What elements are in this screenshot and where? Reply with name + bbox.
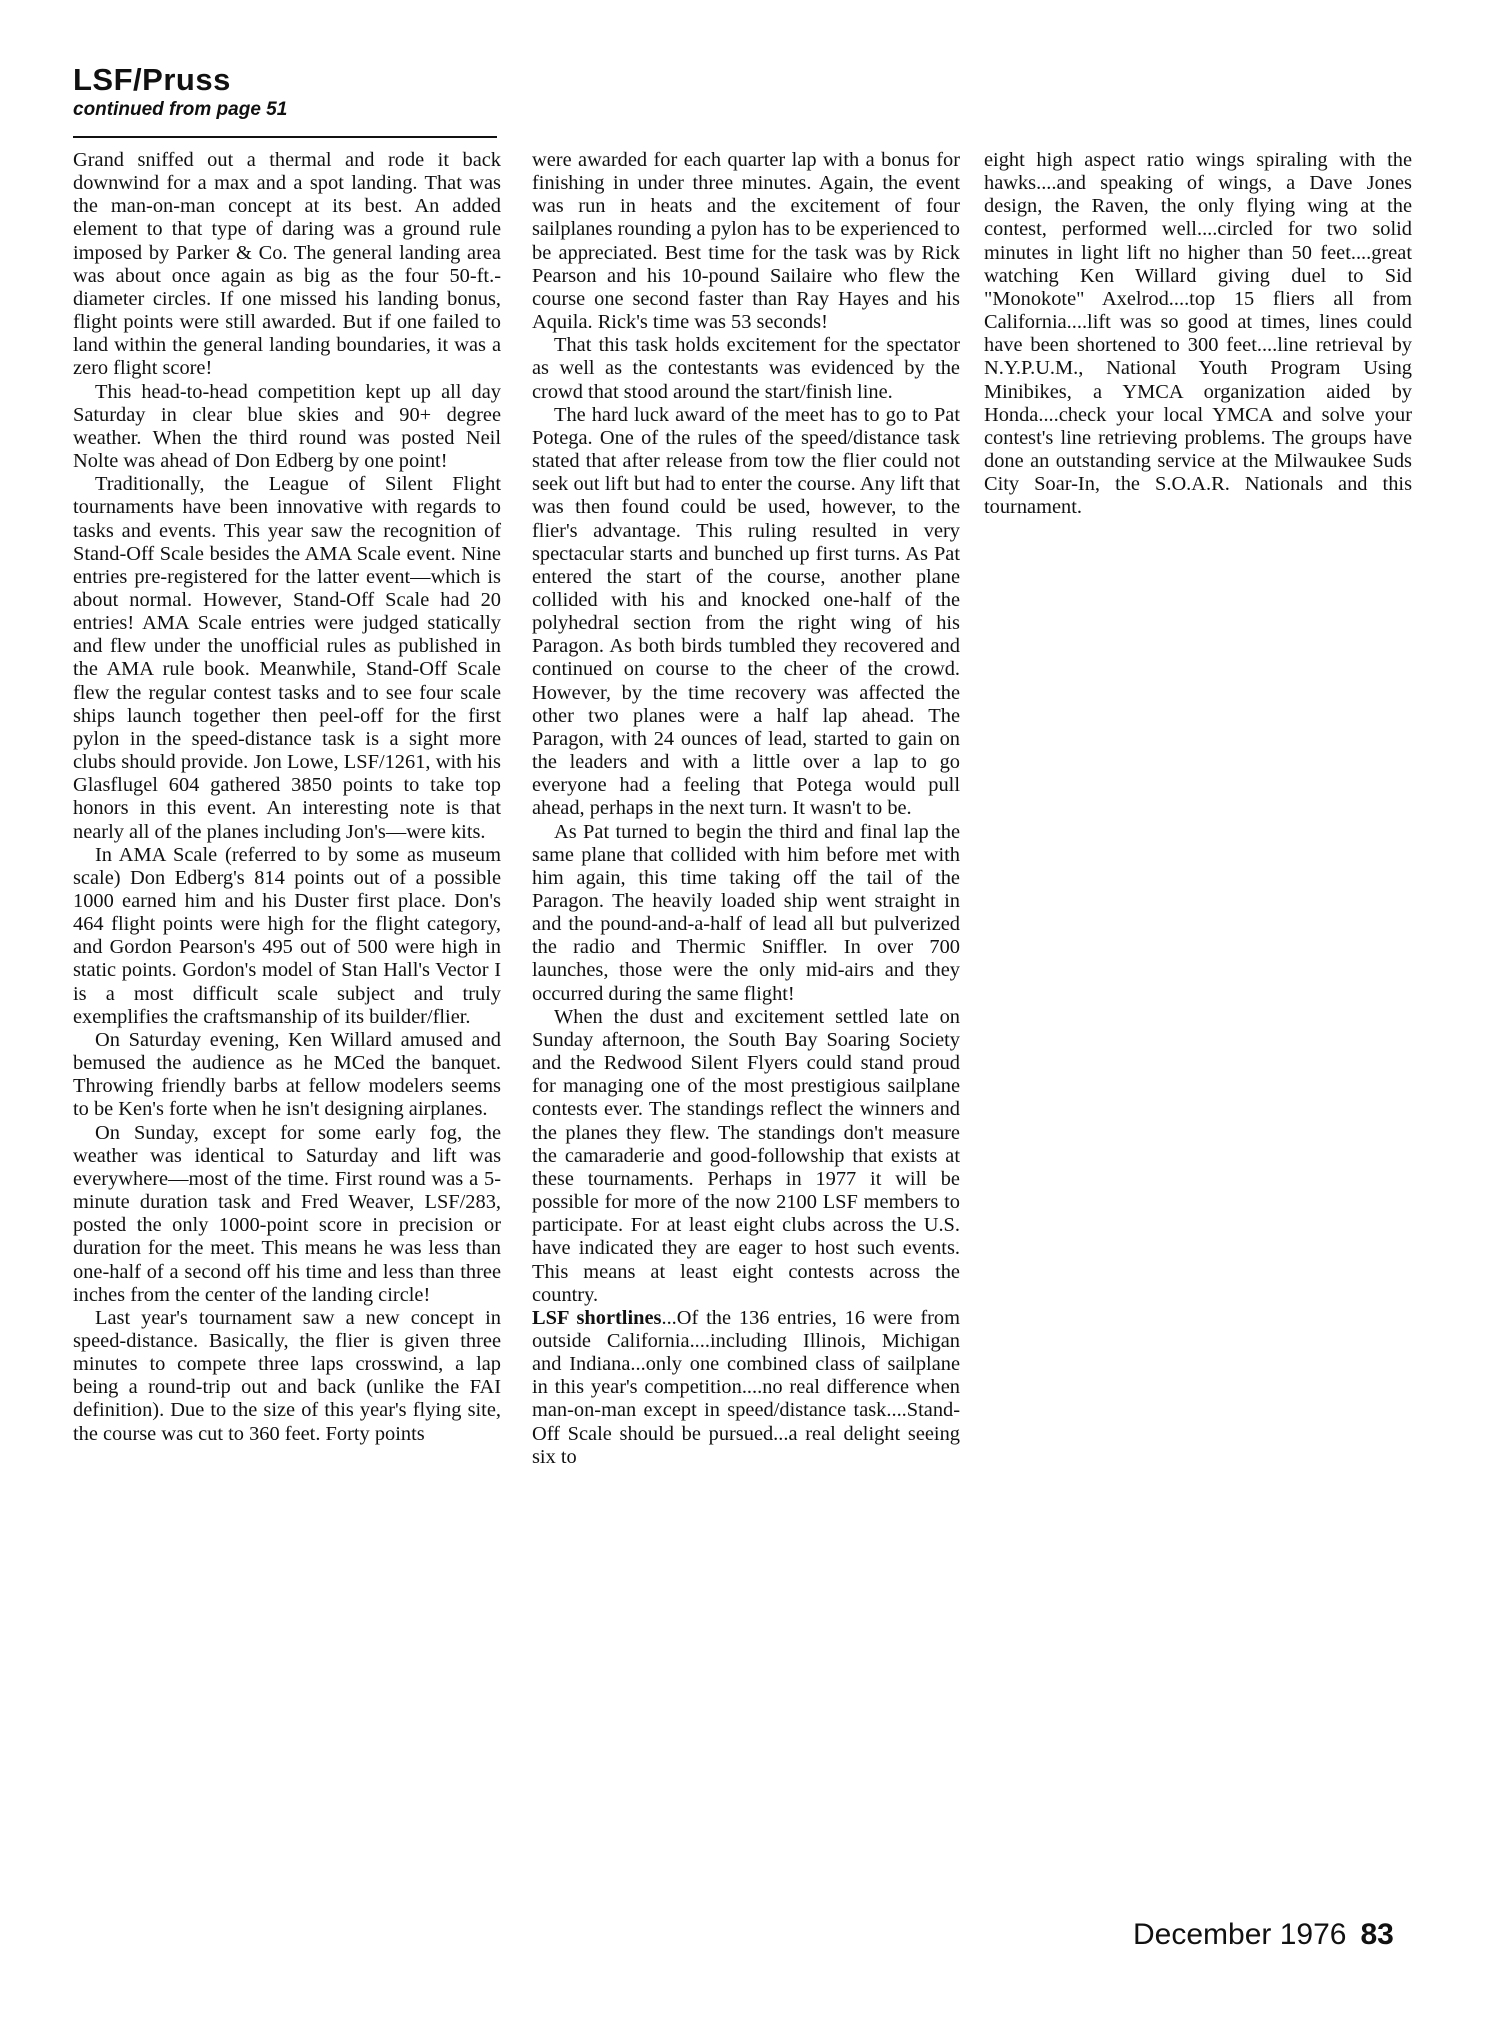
- paragraph: Grand sniffed out a thermal and rode it back downwind for a max and a spot landing. That was the man-on-man concept at its best. An added element to that type of daring was a ground rule imposed by Parker & Co. The general landing area was about once again as big as the four 50-ft.-diameter circles. If one missed his landing bonus, flight points were still awarded. But if one failed to land within the general landing boundaries, it was a zero flight score!: [73, 149, 501, 380]
- paragraph: On Sunday, except for some early fog, the weather was identical to Saturday and lift was everywhere—most of the time. First round was a 5-minute duration task and Fred Weaver, LSF/283, posted the only 1000-point score in precision or duration for the meet. This means he was less than one-half of a second off his time and less than three inches from the center of the landing circle!: [73, 1121, 501, 1306]
- paragraph: When the dust and excitement settled late on Sunday afternoon, the South Bay Soaring Society and the Redwood Silent Flyers could stand proud for managing one of the most prestigious sailplane contests ever. The standings reflect the winners and the planes they flew. The standings don't measure the camaraderie and good-followship that exists at these tournaments. Perhaps in 1977 it will be possible for more of the now 2100 LSF members to participate. For at least eight clubs across the U.S. have indicated they are eager to host such events. This means at least eight contests across the country.: [532, 1005, 960, 1306]
- paragraph: This head-to-head competition kept up all day Saturday in clear blue skies and 90+ degree weather. When the third round was posted Neil Nolte was ahead of Don Edberg by one point!: [73, 380, 501, 473]
- shortlines-lead: LSF shortlines: [532, 1306, 662, 1329]
- paragraph: In AMA Scale (referred to by some as museum scale) Don Edberg's 814 points out of a possible 1000 earned him and his Duster first place. Don's 464 flight points were high for the flight category, and Gordon Pearson's 495 out of 500 were high in static points. Gordon's model of Stan Hall's Vector I is a most difficult scale subject and truly exemplifies the craftsmanship of its builder/flier.: [73, 843, 501, 1028]
- paragraph: eight high aspect ratio wings spiraling with the hawks....and speaking of wings, a Dave Jones design, the Raven, the only flying wing at the contest, performed well....circled for two solid minutes in light lift no higher than 50 feet....great watching Ken Willard giving duel to Sid "Monokote" Axelrod....top 15 fliers all from California....lift was so good at times, lines could have been shortened to 300 feet....line retrieval by N.Y.P.U.M., National Youth Program Using Minibikes, a YMCA organization aided by Honda....check your local YMCA and solve your contest's line retrieving problems. The groups have done an outstanding service at the Milwaukee Suds City Soar-In, the S.O.A.R. Nationals and this tournament.: [984, 149, 1412, 519]
- article-title: LSF/Pruss: [73, 62, 231, 97]
- paragraph: On Saturday evening, Ken Willard amused and bemused the audience as he MCed the banquet. Throwing friendly barbs at fellow modelers seems to be Ken's forte when he isn't designing airplanes.: [73, 1028, 501, 1121]
- continued-from-note: continued from page 51: [73, 99, 288, 120]
- text-column-1: [73, 149, 501, 1446]
- text-column-2: [532, 149, 960, 1469]
- paragraph: The hard luck award of the meet has to go to Pat Potega. One of the rules of the speed/distance task stated that after release from tow the flier could not seek out lift but had to enter the course. Any lift that was then found could be used, however, to the flier's advantage. This ruling resulted in very spectacular starts and bunched up first turns. As Pat entered the start of the course, another plane collided with his and knocked one-half of the polyhedral section from the right wing of his Paragon. As both birds tumbled they recovered and continued on course to the cheer of the crowd. However, by the time recovery was affected the other two planes were a half lap ahead. The Paragon, with 24 ounces of lead, started to gain on the leaders and with a little over a lap to go everyone had a feeling that Potega would pull ahead, perhaps in the next turn. It wasn't to be.: [532, 403, 960, 820]
- article-header: [73, 62, 498, 122]
- text-column-3: [984, 149, 1412, 520]
- page-number: 83: [1360, 1918, 1394, 1951]
- paragraph: were awarded for each quarter lap with a bonus for finishing in under three minutes. Again, the event was run in heats and the excitement of four sailplanes rounding a pylon has to be experienced to be appreciated. Best time for the task was by Rick Pearson and his 10-pound Sailaire who flew the course one second faster than Ray Hayes and his Aquila. Rick's time was 53 seconds!: [532, 149, 960, 334]
- paragraph: That this task holds excitement for the spectator as well as the contestants was evidenced by the crowd that stood around the start/finish line.: [532, 334, 960, 403]
- shortlines-paragraph: [532, 1307, 960, 1469]
- page-footer: [1133, 1918, 1394, 1952]
- header-rule: [73, 136, 497, 138]
- paragraph: As Pat turned to begin the third and final lap the same plane that collided with him before met with him again, this time taking off the tail of the Paragon. The heavily loaded ship went straight in and the pound-and-a-half of lead all but pulverized the radio and Thermic Sniffler. In over 700 launches, those were the only mid-airs and they occurred during the same flight!: [532, 820, 960, 1005]
- paragraph: Last year's tournament saw a new concept in speed-distance. Basically, the flier is given three minutes to compete three laps crosswind, a lap being a round-trip out and back (unlike the FAI definition). Due to the size of this year's flying site, the course was cut to 360 feet. Forty points: [73, 1306, 501, 1445]
- shortlines-text: ...Of the 136 entries, 16 were from outside California....including Illinois, Michigan and Indiana...only one combined class of sailplane in this year's competition....no real difference when man-on-man except in speed/distance task....Stand-Off Scale should be pursued...a real delight seeing six to: [532, 1306, 960, 1468]
- issue-date: December 1976: [1133, 1918, 1347, 1951]
- paragraph: Traditionally, the League of Silent Flight tournaments have been innovative with regards to tasks and events. This year saw the recognition of Stand-Off Scale besides the AMA Scale event. Nine entries pre-registered for the latter event—which is about normal. However, Stand-Off Scale had 20 entries! AMA Scale entries were judged statically and flew under the unofficial rules as published in the AMA rule book. Meanwhile, Stand-Off Scale flew the regular contest tasks and to see four scale ships launch together then peel-off for the first pylon in the speed-distance task is a sight more clubs should provide. Jon Lowe, LSF/1261, with his Glasflugel 604 gathered 3850 points to take top honors in this event. An interesting note is that nearly all of the planes including Jon's—were kits.: [73, 473, 501, 843]
